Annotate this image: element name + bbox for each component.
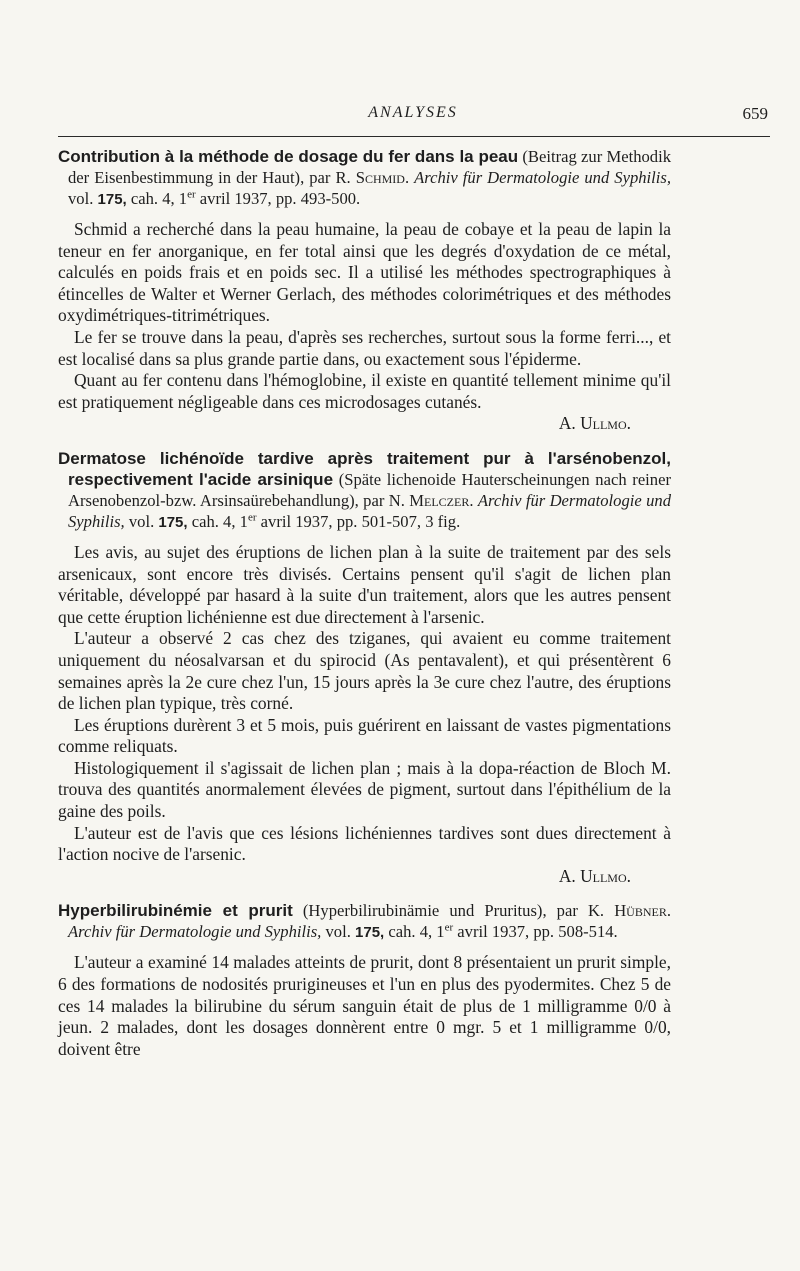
author-name: Hübner.	[614, 901, 671, 921]
paragraph-text: Quant au fer contenu dans l'hémoglobine, il existe en quantité tellement minime qu'il est pratiquement négligeable dans ces microdosages cutanés.	[58, 370, 671, 412]
paragraph	[58, 823, 671, 866]
issue: cah. 4, 1	[191, 511, 248, 531]
reference	[58, 900, 671, 943]
issue: cah. 4, 1	[130, 189, 188, 208]
journal-name: Archiv für Dermatologie und Syphilis,	[68, 922, 322, 942]
volume-number: 175,	[355, 924, 385, 942]
paragraph: L'auteur a observé 2 cas chez des tziganes, qui avaient eu comme traitement uniquement du néosalvarsan et du spirocid (As pentavalent), et qui présentèrent 6 semaines après la 2e cure chez l'un, 15 jours après la 3e cure chez l'autre, des éruptions de lichen plan typique, très corné.	[58, 628, 671, 714]
date-pages: avril 1937, pp. 501-507, 3 fig.	[260, 511, 461, 531]
paragraph	[58, 370, 671, 413]
original-title: (Hyperbilirubinämie und Pruritus), par K.	[302, 901, 605, 921]
date-pages: avril 1937, pp. 508-514.	[457, 922, 618, 942]
issue-sup: er	[187, 188, 196, 201]
signature: A. Ullmo.	[558, 865, 631, 886]
paragraph: Le fer se trouve dans la peau, d'après ses recherches, surtout sous la forme ferri..., et est localisé dans sa plus grande partie dans, ou exactement sous l'épiderme.	[58, 326, 671, 369]
paragraph: Les avis, au sujet des éruptions de lichen plan à la suite de traitement par des sels arsenicaux, sont encore très divisés. Certains pensent qu'il s'agit de lichen plan véritable, développé par hasard à la suite d'un traitement, alors que les autres pensent que cette éruption lichénienne est due directement à l'arsenic.	[58, 541, 671, 627]
article-title: Hyperbilirubinémie et prurit	[58, 901, 293, 921]
abstract-1	[58, 146, 671, 435]
issue: cah. 4, 1	[388, 922, 445, 942]
article-title: Contribution à la méthode de dosage du fer dans la peau	[58, 147, 519, 166]
paragraph: L'auteur a examiné 14 malades atteints de prurit, dont 8 présentaient un prurit simple, 6 des formations de nodosités prurigineuses et l'un en plus des pyodermites. Chez 5 de ces 14 malades la bilirubine du sérum sanguin était de plus de 1 milligramme 0/0 à jeun. 2 malades, dont les dosages donnèrent entre 0 mgr. 5 et 1 milligramme 0/0, doivent être	[58, 952, 671, 1059]
reference	[58, 146, 671, 210]
journal-name: Archiv für Dermatologie und Syphilis,	[68, 490, 671, 531]
journal-name: Archiv für Dermatologie und Syphilis,	[414, 168, 671, 187]
volume-label: vol.	[128, 511, 155, 531]
original-title: (Späte lichenoide Hauterscheinungen nach reiner Arsenobenzol-bzw. Arsinsaürebehandlung), par N.	[68, 469, 671, 510]
abstract-2	[58, 448, 671, 888]
reference	[58, 448, 671, 533]
original-title: (Beitrag zur Methodik der Eisenbestimmung in der Haut), par R.	[68, 147, 671, 187]
signature-line	[58, 413, 671, 435]
author-name: Melczer.	[409, 490, 474, 510]
paragraph: Les éruptions durèrent 3 et 5 mois, puis guérirent en laissant de vastes pigmentations comme reliquats.	[58, 714, 671, 757]
volume-number: 175,	[158, 513, 188, 531]
signature-line	[58, 866, 671, 888]
page-number: 659	[742, 104, 768, 123]
date-pages: avril 1937, pp. 493-500.	[199, 189, 361, 208]
volume-number: 175,	[97, 191, 127, 208]
signature: A. Ullmo.	[558, 413, 631, 434]
issue-sup: er	[444, 921, 454, 934]
running-title: ANALYSES	[368, 104, 458, 121]
issue-sup: er	[247, 511, 257, 524]
author-name: Schmid.	[355, 168, 410, 187]
running-header	[58, 98, 768, 128]
article-title: Dermatose lichénoïde tardive après traitement pur à l'arsénobenzol, respectivement l'acide arsinique	[58, 448, 671, 489]
paragraph: Schmid a recherché dans la peau humaine, la peau de cobaye et la peau de lapin la teneur en fer anorganique, en fer total ainsi que les degrés d'oxydation de ce métal, calculés en poids frais et en poids sec. Il a utilisé les méthodes spectrographiques à étincelles de Walter et Werner Gerlach, des méthodes colorimétriques et des méthodes oxydimétriques-titrimétriques.	[58, 219, 671, 326]
header-rule	[58, 136, 770, 137]
volume-label: vol.	[68, 189, 94, 208]
paragraph-text: L'auteur est de l'avis que ces lésions lichéniennes tardives sont dues directement à l'action nocive de l'arsenic.	[58, 822, 671, 865]
page-content	[58, 146, 671, 1073]
abstract-3	[58, 900, 671, 1060]
volume-label: vol.	[325, 922, 351, 942]
paragraph: Histologiquement il s'agissait de lichen plan ; mais à la dopa-réaction de Bloch M. trouva des quantités anormalement élevées de pigment, surtout dans l'épithélium de la gaine des poils.	[58, 757, 671, 822]
